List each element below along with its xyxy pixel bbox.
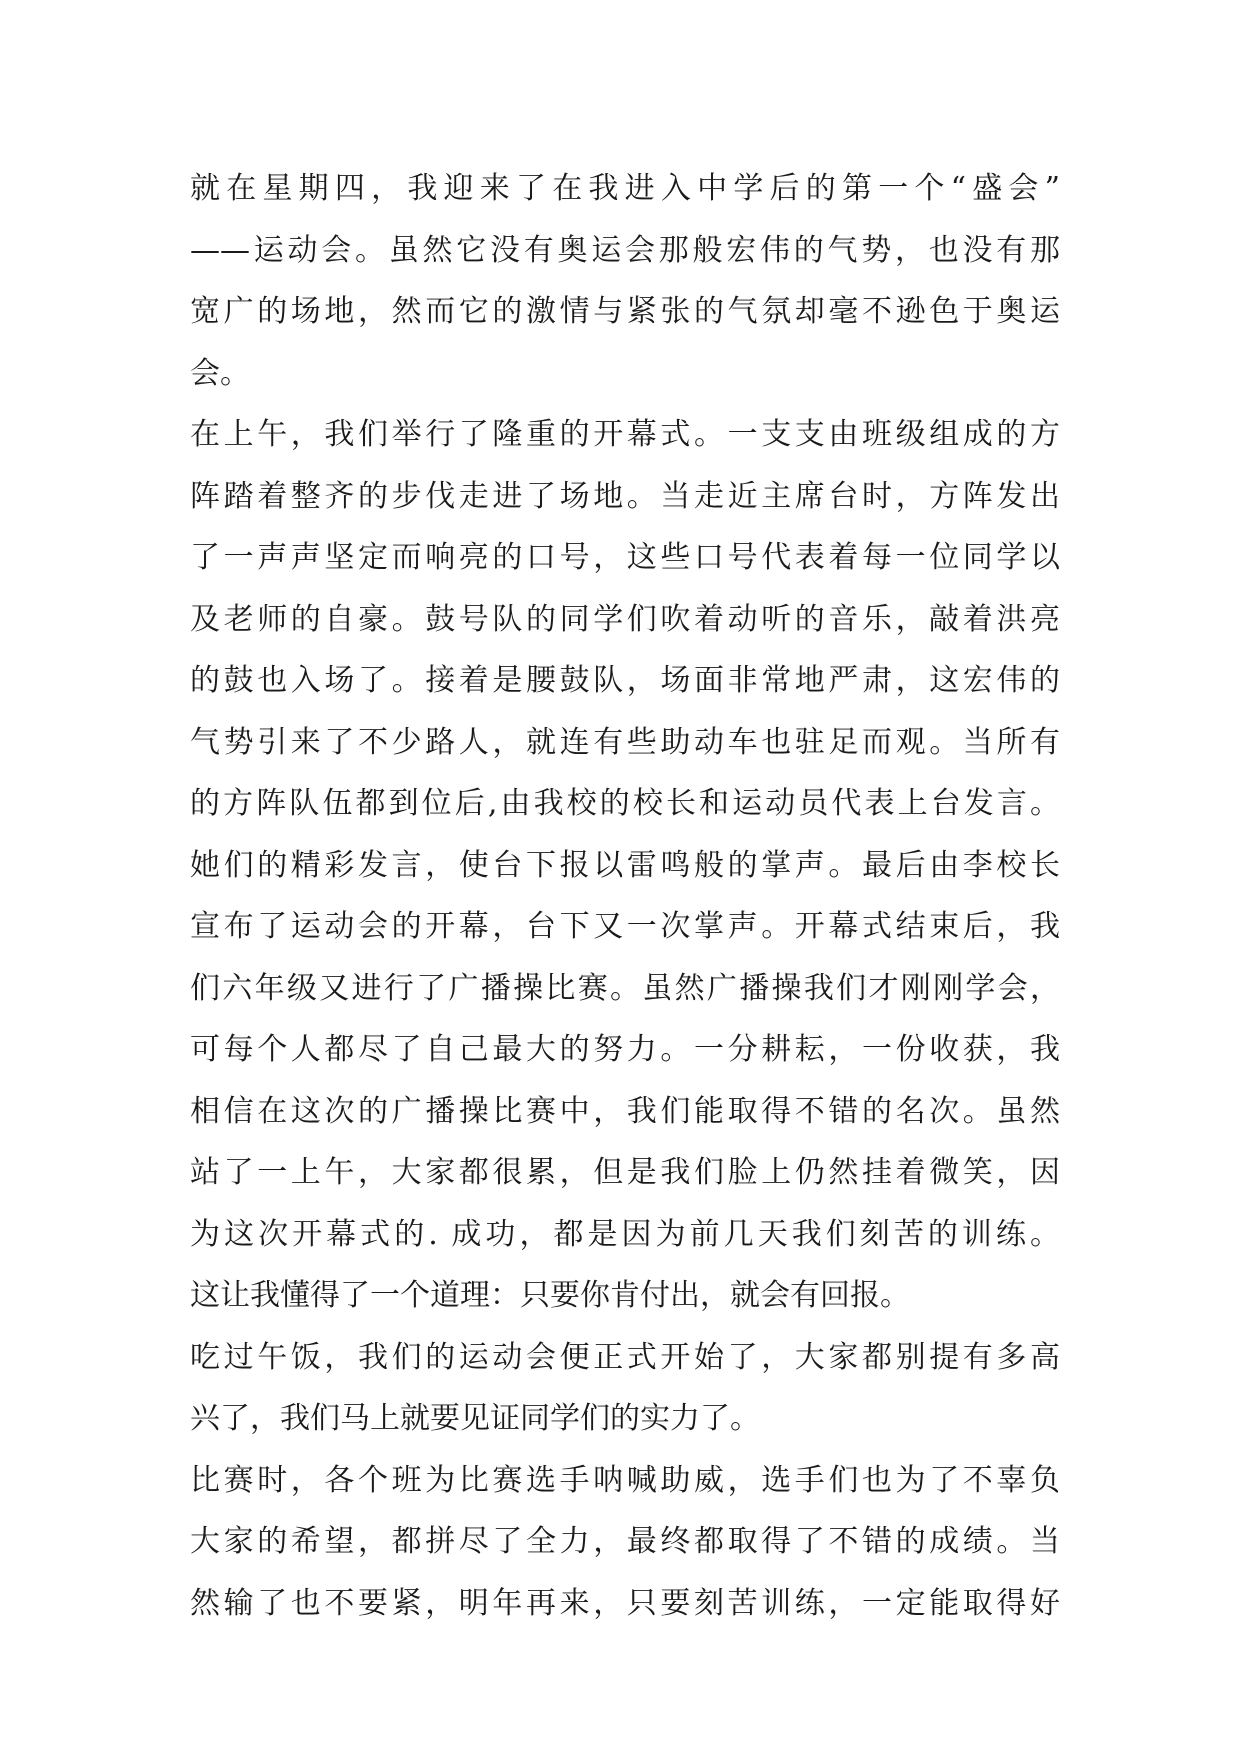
text-line: 这让我懂得了一个道理：只要你肯付出，就会有回报。	[190, 1278, 910, 1313]
text-line: 在上午，我们举行了隆重的开幕式。一支支由班级组成的方	[190, 417, 1060, 452]
text-line: 她们的精彩发言，使台下报以雷鸣般的掌声。最后由李校长	[190, 847, 1060, 883]
text-line: 大家的希望，都拼尽了全力，最终都取得了不错的成绩。当	[190, 1524, 1060, 1559]
text-line: 兴了，我们马上就要见证同学们的实力了。	[190, 1401, 760, 1436]
text-line: 阵踏着整齐的步伐走进了场地。当走近主席台时，方阵发出	[190, 478, 1060, 514]
text-line: 然输了也不要紧，明年再来，只要刻苦训练，一定能取得好	[190, 1585, 1060, 1621]
essay-body	[190, 158, 1060, 1634]
text-line: ——运动会。虽然它没有奥运会那般宏伟的气势，也没有那	[190, 232, 1060, 268]
text-line: 的鼓也入场了。接着是腰鼓队，场面非常地严肃，这宏伟的	[190, 663, 1060, 698]
text-line: 们六年级又进行了广播操比赛。虽然广播操我们才刚刚学会，	[190, 970, 1060, 1006]
text-line: 比赛时，各个班为比赛选手呐喊助威，选手们也为了不辜负	[190, 1462, 1060, 1498]
text-line: 气势引来了不少路人，就连有些助动车也驻足而观。当所有	[190, 724, 1060, 760]
text-line: 站了一上午，大家都很累，但是我们脸上仍然挂着微笑，因	[190, 1155, 1060, 1190]
text-line: 为这次开幕式的. 成功，都是因为前几天我们刻苦的训练。	[190, 1216, 1060, 1252]
text-line: 可每个人都尽了自己最大的努力。一分耕耘，一份收获，我	[190, 1032, 1060, 1067]
text-line: 相信在这次的广播操比赛中，我们能取得不错的名次。虽然	[190, 1093, 1060, 1129]
text-line: 宣布了运动会的开幕，台下又一次掌声。开幕式结束后，我	[190, 909, 1060, 944]
text-line: 的方阵队伍都到位后,由我校的校长和运动员代表上台发言。	[190, 786, 1060, 821]
text-line: 就在星期四，我迎来了在我进入中学后的第一个“盛会”	[190, 171, 1060, 206]
text-line: 了一声声坚定而响亮的口号，这些口号代表着每一位同学以	[190, 540, 1060, 575]
text-line: 吃过午饭，我们的运动会便正式开始了，大家都别提有多高	[190, 1339, 1060, 1375]
text-line: 及老师的自豪。鼓号队的同学们吹着动听的音乐，敲着洪亮	[190, 601, 1060, 637]
text-line: 宽广的场地，然而它的激情与紧张的气氛却毫不逊色于奥运	[190, 294, 1060, 329]
text-line: 会。	[190, 355, 250, 391]
